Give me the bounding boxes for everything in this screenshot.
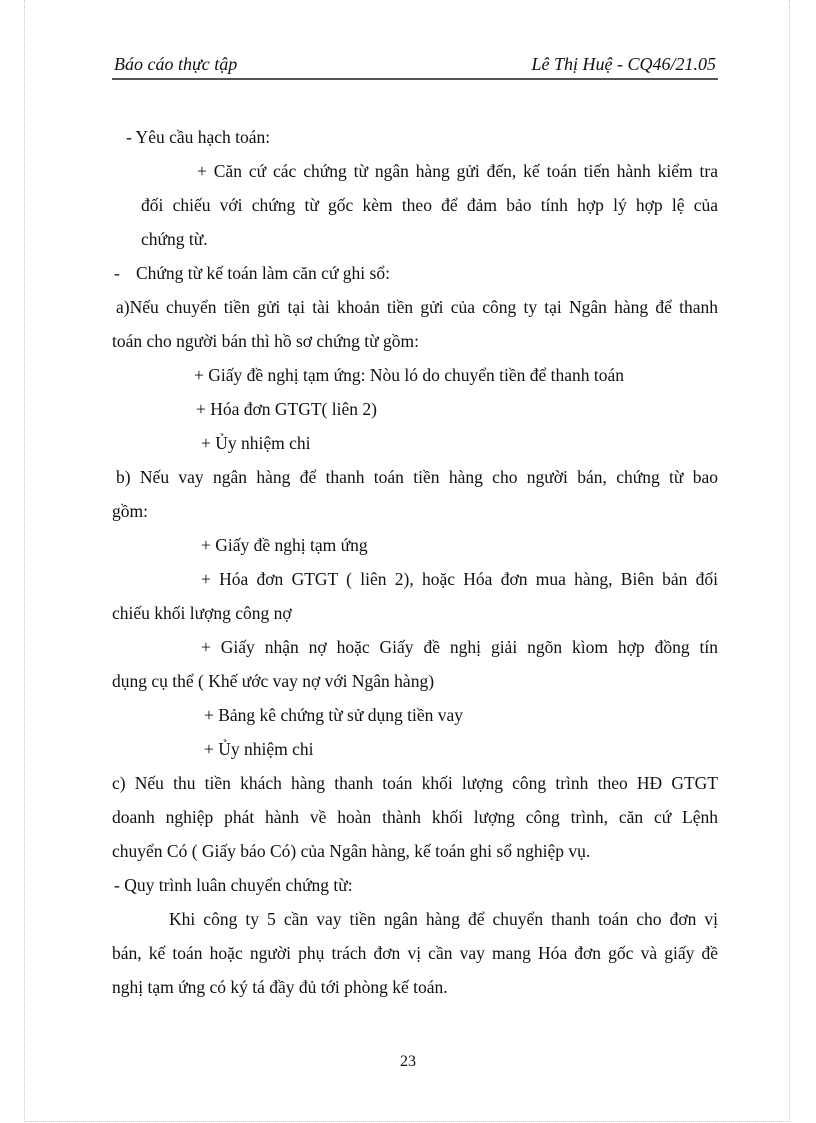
text-line: nghị tạm ứng có ký tá đầy đủ tới phòng kế toán. (112, 977, 448, 997)
text-line: - Yêu cầu hạch toán: (126, 127, 271, 147)
text-line: chứng từ. (141, 229, 208, 249)
text-line: + Ủy nhiệm chi (204, 739, 314, 759)
text-line: a)Nếu chuyển tiền gửi tại tài khoản tiền gửi của công ty tại Ngân hàng để thanh (116, 297, 718, 317)
text-line: + Giấy đề nghị tạm ứng (201, 535, 368, 555)
text-line: - Quy trình luân chuyển chứng từ: (114, 875, 353, 895)
text-line: + Hóa đơn GTGT( liên 2) (196, 399, 377, 419)
text-line: toán cho người bán thì hồ sơ chứng từ gồm: (112, 331, 420, 351)
text-line: + Giấy nhận nợ hoặc Giấy đề nghị giải ngõn kìom hợp đồng tín (201, 637, 718, 657)
text-line: doanh nghiệp phát hành về hoàn thành khối lượng công trình, căn cứ Lệnh (112, 807, 718, 827)
text-line: + Giấy đề nghị tạm ứng: Nòu ló do chuyển tiền để thanh toán (194, 365, 625, 385)
text-line: đối chiếu với chứng từ gốc kèm theo để đảm bảo tính hợp lý hợp lệ của (141, 195, 718, 215)
text-line: chuyển Có ( Giấy báo Có) của Ngân hàng, kế toán ghi sổ nghiệp vụ. (112, 841, 591, 861)
header-author: Lê Thị Huệ - CQ46/21.05 (531, 54, 716, 74)
text-line: Khi công ty 5 cần vay tiền ngân hàng để chuyển thanh toán cho đơn vị (169, 909, 718, 929)
text-line: chiếu khối lượng công nợ (112, 603, 292, 623)
text-line: c) Nếu thu tiền khách hàng thanh toán khối lượng công trình theo HĐ GTGT (112, 773, 718, 793)
list-dash: - (114, 263, 120, 283)
text-line: + Bảng kê chứng từ sử dụng tiền vay (204, 705, 463, 725)
text-line: b) Nếu vay ngân hàng để thanh toán tiền hàng cho người bán, chứng từ bao (116, 467, 718, 487)
header-report-title: Báo cáo thực tập (114, 54, 238, 74)
page-header (112, 52, 718, 80)
text-line: gồm: (112, 501, 148, 521)
text-line: dụng cụ thể ( Khế ước vay nợ với Ngân hàng) (112, 671, 435, 691)
text-line: bán, kế toán hoặc người phụ trách đơn vị cần vay mang Hóa đơn gốc và giấy đề (112, 943, 718, 963)
text-line: + Căn cứ các chứng từ ngân hàng gửi đến, kế toán tiến hành kiểm tra (197, 161, 718, 181)
text-line: + Hóa đơn GTGT ( liên 2), hoặc Hóa đơn mua hàng, Biên bản đối (201, 569, 718, 589)
page-number: 23 (400, 1053, 416, 1070)
text-line: Chứng từ kế toán làm căn cứ ghi sổ: (136, 263, 390, 283)
text-line: + Ủy nhiệm chi (201, 433, 311, 453)
